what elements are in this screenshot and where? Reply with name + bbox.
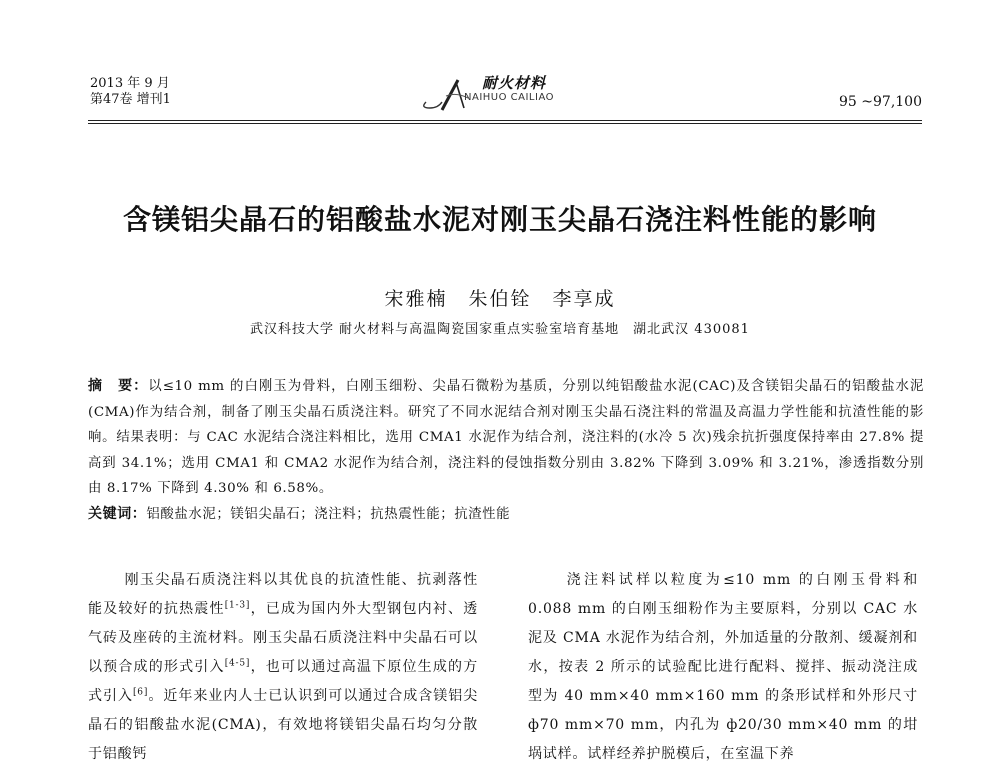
journal-logo	[412, 72, 592, 116]
body-left-text-3: ，也可以通过高温下原位生成的方式引入	[88, 659, 479, 704]
journal-name-cn: 耐火材料	[482, 74, 547, 92]
issue-info	[90, 76, 171, 108]
page-range: 95 ~97,100	[839, 94, 922, 110]
body-column-left	[88, 566, 478, 769]
abstract-label: 摘 要：	[88, 378, 149, 394]
issue-volume: 第47卷 增刊1	[90, 92, 171, 107]
journal-name-en: NAIHUO CAILIAO	[464, 92, 554, 103]
journal-logo-icon	[412, 72, 472, 116]
body-left-text-1: 刚玉尖晶石质浇注料以其优良的抗渣性能、抗剥落性能及较好的抗热震性	[88, 572, 478, 617]
abstract-text: 以≤10 mm 的白刚玉为骨料，白刚玉细粉、尖晶石微粉为基质，分别以纯铝酸盐水泥(CAC)及含镁铝尖晶石的铝酸盐水泥(CMA)作为结合剂，制备了刚玉尖晶石质浇注料。研究了不同水泥结合剂对刚玉尖晶石浇注料的常温及高温力学性能和抗渣性能的影响。结果表明：与 CAC 水泥结合浇注料相比，选用 CMA1 水泥作为结合剂，浇注料的(水冷 5 次)残余抗折强度保持率由 27.8% 提高到 34.1%；选用 CMA1 和 CMA2 水泥作为结合剂，浇注料的侵蚀指数分别由 3.82% 下降到 3.09% 和 3.21%，渗透指数分别由 8.17% 下降到 4.30% 和 6.58%。	[88, 379, 924, 496]
abstract-paragraph	[88, 374, 924, 502]
author-list: 宋雅楠 朱伯铨 李享成	[384, 288, 616, 310]
affiliation: 武汉科技大学 耐火材料与高温陶瓷国家重点实验室培育基地 湖北武汉 430081	[250, 322, 750, 337]
keywords-paragraph	[88, 502, 924, 528]
header-rule-thin	[88, 123, 922, 124]
citation-ref: [6]	[132, 687, 149, 698]
keywords-text: 铝酸盐水泥；镁铝尖晶石；浇注料；抗热震性能；抗渣性能	[146, 506, 511, 522]
body-left-text-4: 。近年来业内人士已认识到可以通过合成含镁铝尖晶石的铝酸盐水泥(CMA)，有效地将镁铝尖晶石均匀分散于铝酸钙	[88, 688, 478, 762]
body-left-text-2: ，已成为国内外大型钢包内衬、透气砖及座砖的主流材料。刚玉尖晶石质浇注料中尖晶石可以以预合成的形式引入	[88, 601, 479, 675]
issue-date: 2013 年 9 月	[90, 76, 170, 91]
header-rule	[88, 120, 922, 121]
body-column-right	[528, 566, 918, 769]
keywords-label: 关键词：	[88, 505, 147, 522]
citation-ref: [1-3]	[224, 600, 251, 611]
citation-ref: [4-5]	[224, 658, 251, 669]
paper-title: 含镁铝尖晶石的铝酸盐水泥对刚玉尖晶石浇注料性能的影响	[122, 203, 877, 236]
abstract-block	[88, 374, 924, 527]
body-right-text: 浇注料试样以粒度为≤10 mm 的白刚玉骨料和 0.088 mm 的白刚玉细粉作为主要原料，分别以 CAC 水泥及 CMA 水泥作为结合剂，外加适量的分散剂、缓凝剂和水，按表 2 所示的试验配比进行配料、搅拌、振动浇注成型为 40 mm×40 mm×160 mm 的条形试样和外形尺寸 ф70 mm×70 mm，内孔为 ф20/30 mm×40 mm 的坩埚试样。试样经养护脱模后，在室温下养	[528, 572, 918, 762]
